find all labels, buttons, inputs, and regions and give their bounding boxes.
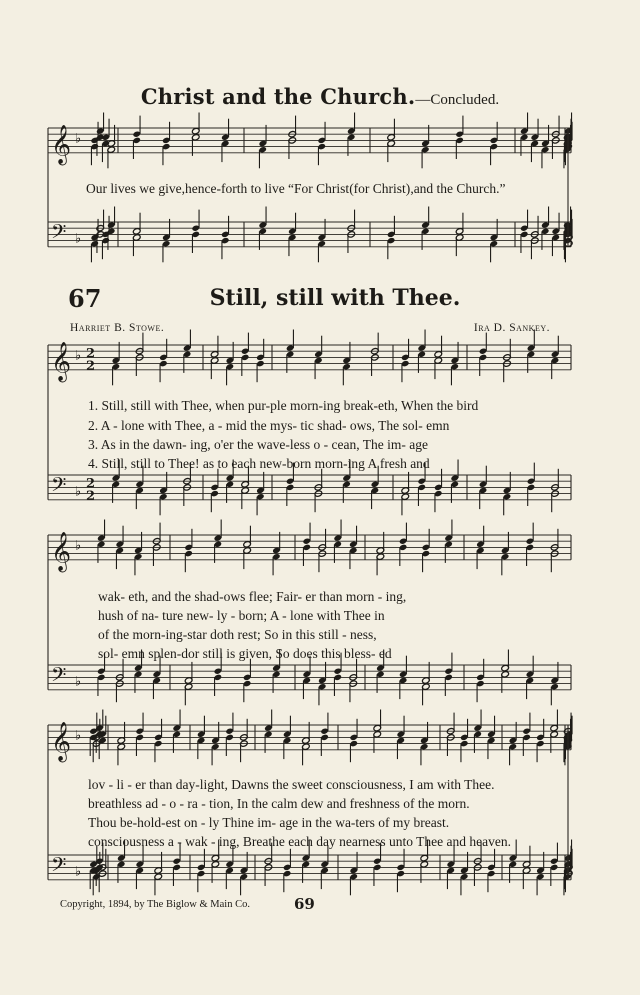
lyric-verse-2-line-2: hush of na- ture new- ly - born; A - lone with Thee in — [98, 608, 385, 623]
flat-sign-icon: ♭ — [75, 231, 82, 247]
flat-sign-icon: ♭ — [75, 674, 82, 690]
treble-clef-icon: 𝄞 — [51, 531, 72, 572]
flat-sign-icon: ♭ — [75, 538, 82, 554]
lyric-part-a: Our lives we give,hence-forth to live “For Christ — [86, 181, 350, 196]
header-title: Christ and the Church. — [140, 84, 416, 109]
flat-sign-icon: ♭ — [75, 864, 82, 880]
bass-clef-icon: 𝄢 — [51, 662, 67, 691]
bass-clef-icon: 𝄢 — [51, 219, 67, 248]
lyric-verse-1-line-3: lov - li - er than day-light, Dawns the sweet consciousness, I am with Thee. — [88, 777, 495, 792]
time-signature: 2 — [86, 358, 96, 374]
treble-clef-icon: 𝄞 — [51, 721, 72, 762]
lyric-verse-4-line-3: consciousness a - wak - ing, Breathe each day nearness unto Thee and heaven. — [88, 834, 511, 849]
section-header — [0, 84, 640, 109]
lyric-verse-3-line-1: 3. As in the dawn- ing, o'er the wave-less o - cean, The im- age — [88, 437, 428, 452]
lyric-verse-3-line-2: of the morn-ing-star doth rest; So in this still - ness, — [98, 627, 377, 642]
flat-sign-icon: ♭ — [75, 131, 82, 147]
lyric-line-first — [86, 181, 506, 197]
bass-clef-icon: 𝄢 — [51, 852, 67, 881]
lyric-verse-2-line-1: 2. A - lone with Thee, a - mid the mys- tic shad- ows, The sol- emn — [88, 418, 450, 433]
lyric-verse-2-line-3: breathless ad - o - ra - tion, In the calm dew and freshness of the morn. — [88, 796, 470, 811]
hymn-title: Still, still with Thee. — [209, 285, 461, 311]
words-credit: Harriet B. Stowe. — [70, 322, 165, 334]
lyric-verse-4-line-2: sol- emn splen-dor still is given, So does this bless- ed — [98, 646, 392, 661]
lyric-part-small: (for Christ) — [349, 181, 411, 196]
flat-sign-icon: ♭ — [75, 484, 82, 500]
flat-sign-icon: ♭ — [75, 348, 82, 364]
lyric-verse-3-line-3: Thou be-hold-est on - ly Thine im- age in the wa-ters of my breast. — [88, 815, 450, 830]
treble-clef-icon: 𝄞 — [51, 124, 72, 165]
lyric-part-b: ,and the Church.” — [410, 181, 506, 196]
page-number: 69 — [294, 895, 315, 913]
hymn-number: 67 — [68, 284, 102, 313]
header-subtitle: —Concluded. — [415, 92, 500, 108]
music-credit: Ira D. Sankey. — [473, 322, 550, 334]
time-signature: 2 — [86, 476, 96, 492]
copyright-notice: Copyright, 1894, by The Biglow & Main Co. — [60, 899, 250, 910]
bass-clef-icon: 𝄢 — [51, 472, 67, 501]
time-signature: 2 — [86, 346, 96, 362]
lyric-verse-4-line-1: 4. Still, still to Thee! as to each new-born morn-ing A fresh and — [88, 456, 430, 471]
flat-sign-icon: ♭ — [75, 728, 82, 744]
treble-clef-icon: 𝄞 — [51, 341, 72, 382]
time-signature: 2 — [86, 488, 96, 504]
lyric-verse-1-line-1: 1. Still, still with Thee, when pur-ple morn-ing break-eth, When the bird — [88, 398, 479, 413]
lyric-verse-1-line-2: wak- eth, and the shad-ows flee; Fair- er than morn - ing, — [98, 589, 407, 604]
